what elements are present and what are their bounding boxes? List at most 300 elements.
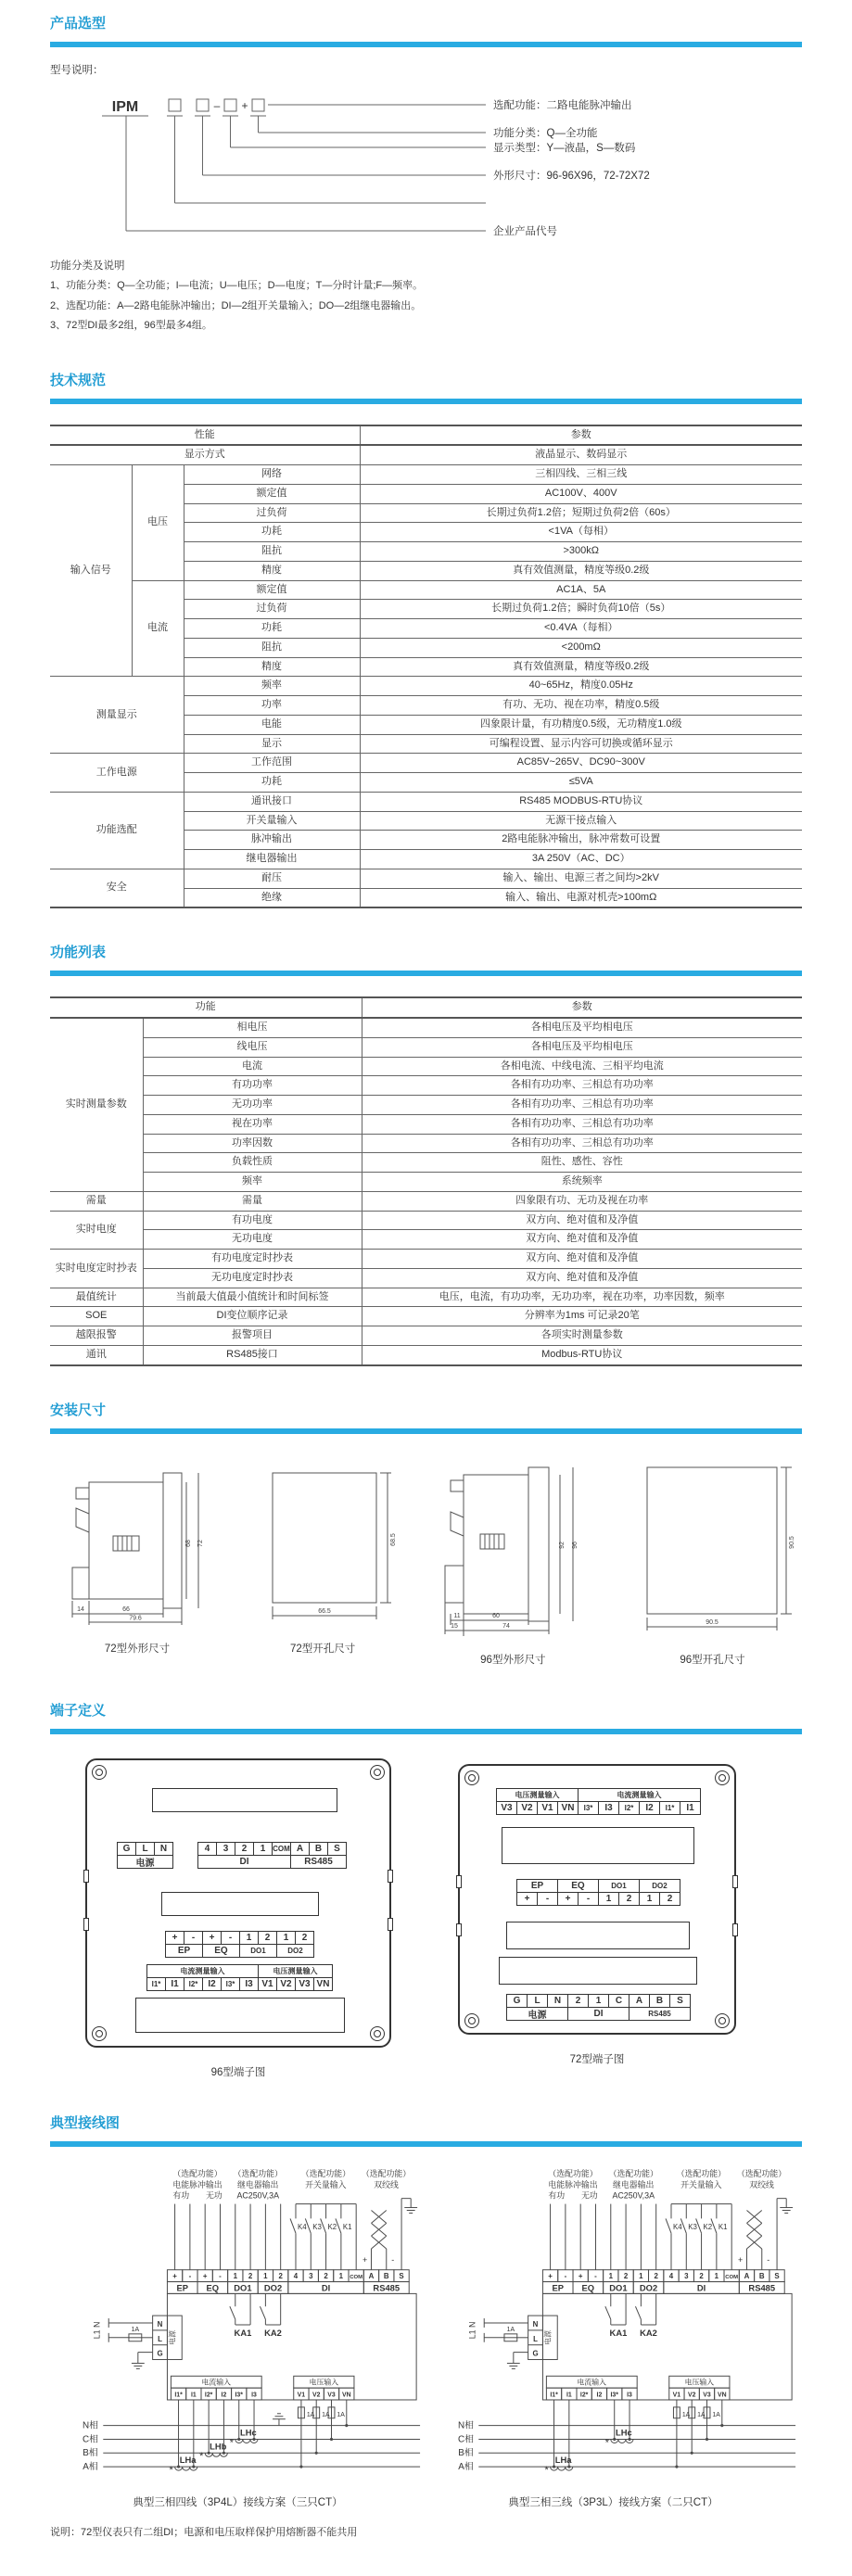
screw-icon bbox=[370, 1765, 385, 1780]
spec-cell: 网络 bbox=[184, 465, 360, 485]
wiring-label: I2* bbox=[204, 2392, 213, 2399]
func-cell: 有功电度 bbox=[143, 1211, 362, 1230]
header-cell: 参数 bbox=[362, 998, 802, 1018]
spec-cell: 阻抗 bbox=[184, 638, 360, 657]
wiring-label: V3 bbox=[327, 2392, 336, 2399]
mount-clip-icon bbox=[456, 1923, 462, 1936]
func-cell: 各相有功功率、三相总有功功率 bbox=[362, 1134, 802, 1153]
spec-cell: 功耗 bbox=[184, 773, 360, 793]
wiring-label: 1A bbox=[681, 2411, 691, 2418]
wiring-label: I1 bbox=[190, 2392, 197, 2399]
terminal-cell: V2 bbox=[516, 1801, 538, 1815]
dim-label: 68.5 bbox=[389, 1532, 397, 1546]
terminal-cell: + bbox=[557, 1892, 579, 1906]
terminal-group-label: EQ bbox=[202, 1944, 240, 1958]
terminal-cell: 4 bbox=[197, 1842, 217, 1856]
func-cell: 无功电度 bbox=[143, 1230, 362, 1250]
wiring-label: V1 bbox=[672, 2392, 681, 2399]
terminal-cell: + bbox=[516, 1892, 538, 1906]
table-header-row bbox=[50, 426, 802, 446]
spec-table-wrap bbox=[50, 425, 802, 909]
table-header-row bbox=[50, 998, 802, 1018]
wiring-label: K2 bbox=[327, 2222, 337, 2231]
terminal-window bbox=[502, 1827, 694, 1864]
terminal-group-label: DI bbox=[567, 2007, 629, 2021]
wiring-label: B bbox=[383, 2271, 389, 2280]
table-row bbox=[50, 1173, 802, 1192]
table-row bbox=[50, 1230, 802, 1250]
wiring-label: 4 bbox=[293, 2271, 299, 2280]
func-cell: 负载性质 bbox=[143, 1153, 362, 1173]
section-title: 安装尺寸 bbox=[50, 1402, 107, 1418]
wiring-svg bbox=[50, 2160, 426, 2486]
dim-figure-72-cutout bbox=[247, 1460, 400, 1667]
table-row bbox=[50, 445, 802, 464]
wiring-label: 2 bbox=[699, 2271, 704, 2280]
wiring-label: 2 bbox=[278, 2271, 283, 2280]
wiring-label: N相 bbox=[457, 2420, 474, 2431]
wiring-label: V3 bbox=[703, 2392, 711, 2399]
terminal-figure-96 bbox=[85, 1758, 391, 2079]
wiring-label: 1 bbox=[338, 2271, 344, 2280]
wiring-label: A相 bbox=[83, 2461, 98, 2472]
terminal-cell: V2 bbox=[276, 1977, 296, 1991]
spec-cell: 精度 bbox=[184, 561, 360, 580]
power-di-rs-cells bbox=[506, 1994, 691, 2008]
wiring-label: 有功 bbox=[548, 2190, 566, 2201]
wiring-label: K2 bbox=[703, 2222, 713, 2231]
rs485-terminal-cells bbox=[290, 1842, 347, 1856]
spec-cell: >300kΩ bbox=[360, 542, 802, 562]
table-row bbox=[50, 1037, 802, 1057]
power-di-rs-labels bbox=[506, 2007, 691, 2021]
func-cell: 电流 bbox=[143, 1057, 362, 1076]
spec-cell: 四象限计量，有功精度0.5级，无功精度1.0级 bbox=[360, 715, 802, 734]
spec-cell: <200mΩ bbox=[360, 638, 802, 657]
wiring-label: 开关量输入 bbox=[305, 2179, 347, 2189]
terminal-cell: G bbox=[117, 1842, 136, 1856]
wiring-note: 说明：72型仪表只有二组DI；电源和电压取样保护用熔断器不能共用 bbox=[50, 2526, 358, 2538]
screw-icon bbox=[370, 2026, 385, 2041]
dim-label: 79.6 bbox=[129, 1615, 142, 1622]
wiring-label: 4 bbox=[668, 2271, 674, 2280]
wiring-label: COM bbox=[350, 2274, 363, 2280]
table-row bbox=[50, 1326, 802, 1346]
terminal-cell: I3* bbox=[578, 1801, 599, 1815]
wiring-label: AC250V,3A bbox=[236, 2190, 280, 2201]
terminal-cell: S bbox=[669, 1994, 691, 2008]
terminal-cell: I1 bbox=[165, 1977, 184, 1991]
dim-label: 15 bbox=[451, 1622, 459, 1630]
wiring-label: 1 bbox=[263, 2271, 268, 2280]
terminal-cell: I3* bbox=[221, 1977, 240, 1991]
func-cell: 频率 bbox=[143, 1173, 362, 1192]
wiring-label: A相 bbox=[458, 2461, 474, 2472]
wiring-label: I3 bbox=[627, 2392, 632, 2399]
wiring-label: G bbox=[532, 2349, 539, 2358]
dim-caption: 72型开孔尺寸 bbox=[290, 1643, 356, 1655]
wiring-label: KA1 bbox=[609, 2328, 628, 2338]
wiring-label: 2 bbox=[654, 2271, 658, 2280]
wiring-label: + bbox=[737, 2254, 744, 2265]
terminal-cell: A bbox=[290, 1842, 310, 1856]
section-divider-bar bbox=[50, 971, 802, 976]
spec-cell: 开关量输入 bbox=[184, 811, 360, 831]
table-row bbox=[50, 1114, 802, 1134]
wiring-label: I3* bbox=[235, 2392, 243, 2399]
wiring-label: I1 bbox=[566, 2392, 572, 2399]
wiring-label: 1A bbox=[131, 2326, 140, 2333]
func-cell: 分辨率为1ms 可记录20笔 bbox=[362, 1307, 802, 1326]
model-callout: 企业产品代号 bbox=[493, 226, 557, 237]
section-product-selection bbox=[50, 13, 802, 336]
wiring-label: （选配功能） bbox=[736, 2168, 787, 2178]
wiring-label: （选配功能） bbox=[548, 2168, 598, 2178]
wiring-label: - bbox=[767, 2254, 770, 2265]
terminal-cell: 1 bbox=[639, 1892, 660, 1906]
terminal-window bbox=[135, 1998, 345, 2033]
wiring-label: 1 bbox=[608, 2271, 613, 2280]
func-group-cell: 通讯 bbox=[50, 1345, 143, 1364]
spec-cell: RS485 MODBUS-RTU协议 bbox=[360, 792, 802, 811]
spec-cell: 绝缘 bbox=[184, 888, 360, 907]
measure-terminal-cells bbox=[146, 1977, 333, 1991]
terminal-cell: L bbox=[135, 1842, 155, 1856]
func-group-cell: 需量 bbox=[50, 1191, 143, 1211]
mount-clip-icon bbox=[388, 1870, 393, 1883]
wiring-label: A bbox=[368, 2271, 375, 2280]
terminal-group-label: DO2 bbox=[276, 1944, 314, 1958]
terminal-group-label: 电流测量输入 bbox=[146, 1964, 259, 1978]
terminal-cell: 2 bbox=[235, 1842, 254, 1856]
spec-cell: 液晶显示、数码显示 bbox=[360, 445, 802, 464]
model-code-diagram bbox=[50, 88, 764, 246]
measure-terminal-strip bbox=[146, 1964, 333, 1991]
wiring-label: C相 bbox=[457, 2434, 474, 2445]
func-cell: 线电压 bbox=[143, 1037, 362, 1057]
spec-cell: 40~65Hz，精度0.05Hz bbox=[360, 677, 802, 696]
terminal-cell: I1* bbox=[659, 1801, 680, 1815]
dim-label: 60 bbox=[492, 1612, 501, 1619]
wiring-label: 1A bbox=[322, 2411, 330, 2418]
section-title: 技术规范 bbox=[50, 372, 107, 388]
wiring-label: K1 bbox=[718, 2222, 728, 2231]
pulse-strip-labels bbox=[165, 1944, 314, 1958]
spec-cell: 功率 bbox=[184, 696, 360, 716]
mount-clip-icon bbox=[456, 1875, 462, 1888]
func-cell: 当前最大值最小值统计和时间标签 bbox=[143, 1288, 362, 1307]
wiring-svg-3p3l bbox=[426, 2160, 801, 2491]
terminal-cell: COM bbox=[272, 1842, 291, 1856]
section-typical-wiring bbox=[50, 2113, 802, 2539]
spec-cell: 长期过负荷1.2倍；瞬时负荷10倍（5s） bbox=[360, 600, 802, 619]
terminal-window bbox=[506, 1922, 690, 1949]
func-cell: 有功电度定时抄表 bbox=[143, 1250, 362, 1269]
terminal-group-label: EP bbox=[165, 1944, 203, 1958]
terminal-cell: - bbox=[221, 1931, 240, 1945]
wiring-label: LHc bbox=[616, 2428, 632, 2438]
wiring-label: 电能脉冲输出 bbox=[548, 2179, 598, 2189]
wiring-label: K3 bbox=[688, 2222, 697, 2231]
selection-note-line: 1、功能分类：Q—全功能；I—电流；U—电压；D—电度；T—分时计量;F—频率。 bbox=[50, 280, 424, 292]
selection-note-line: 2、选配功能：A—2路电能脉冲输出；DI—2组开关量输入；DO—2组继电器输出。 bbox=[50, 299, 422, 311]
wiring-label: + bbox=[362, 2254, 368, 2265]
terminal-cell: N bbox=[547, 1994, 568, 2008]
wiring-label: S bbox=[774, 2271, 780, 2280]
spec-cell: AC1A、5A bbox=[360, 580, 802, 600]
spec-cell: <1VA（每相） bbox=[360, 523, 802, 542]
wiring-svg-3p4l bbox=[50, 2160, 426, 2491]
wiring-label: 3 bbox=[684, 2271, 689, 2280]
section-terminal-definition bbox=[50, 1700, 802, 2079]
pulse-terminal-strip bbox=[516, 1879, 680, 1906]
wiring-label: 继电器输出 bbox=[237, 2179, 279, 2189]
terminal-cell: I3 bbox=[598, 1801, 619, 1815]
func-cell: 各相电压及平均相电压 bbox=[362, 1037, 802, 1057]
terminal-group-label: EP bbox=[516, 1879, 558, 1893]
section-title: 功能列表 bbox=[50, 945, 107, 961]
spec-cell: 通讯接口 bbox=[184, 792, 360, 811]
table-row bbox=[50, 465, 802, 485]
wiring-caption-3p4l: 典型三相四线（3P4L）接线方案（三只CT） bbox=[133, 2496, 343, 2508]
terminal-cell: 2 bbox=[295, 1931, 314, 1945]
wiring-label: + bbox=[172, 2271, 177, 2280]
terminal-cell: V3 bbox=[496, 1801, 517, 1815]
func-cell: 相电压 bbox=[143, 1018, 362, 1037]
func-cell: 无功电度定时抄表 bbox=[143, 1268, 362, 1288]
func-cell: 电压，电流，有功功率，无功功率，视在功率，功率因数，频率 bbox=[362, 1288, 802, 1307]
spec-cell: 可编程设置、显示内容可切换或循环显示 bbox=[360, 734, 802, 754]
dim-drawing-72-outline-icon bbox=[54, 1460, 221, 1625]
wiring-label: * bbox=[169, 2464, 173, 2476]
wiring-label: L bbox=[158, 2334, 162, 2343]
section-divider-bar bbox=[50, 42, 802, 47]
wiring-label: - bbox=[594, 2271, 597, 2280]
spec-cell: 额定值 bbox=[184, 580, 360, 600]
selection-notes bbox=[50, 256, 802, 336]
dim-figure-96-cutout bbox=[627, 1460, 798, 1667]
wiring-label: 继电器输出 bbox=[613, 2179, 655, 2189]
terminal-cell: 2 bbox=[618, 1892, 640, 1906]
wiring-label: - bbox=[188, 2271, 192, 2280]
terminal-cell: I1* bbox=[146, 1977, 166, 1991]
wiring-label: 电压输入 bbox=[309, 2378, 339, 2387]
section-title: 产品选型 bbox=[50, 16, 107, 32]
dim-figure-72-outline bbox=[54, 1460, 221, 1667]
terminal-cell: 1 bbox=[598, 1892, 619, 1906]
wiring-label: RS485 bbox=[373, 2283, 401, 2293]
wiring-label: EP bbox=[176, 2283, 188, 2293]
wiring-label: - bbox=[391, 2254, 395, 2265]
pulse-terminal-cells bbox=[516, 1892, 680, 1906]
spec-group-cell: 输入信号 bbox=[50, 465, 132, 677]
spec-group-cell: 电流 bbox=[132, 580, 184, 677]
wiring-label: I2 bbox=[221, 2392, 227, 2399]
spec-group-cell: 功能选配 bbox=[50, 792, 184, 869]
mount-clip-icon bbox=[732, 1923, 738, 1936]
pulse-terminal-strip bbox=[165, 1931, 314, 1958]
spec-cell: 继电器输出 bbox=[184, 850, 360, 869]
measure-strip-headers bbox=[496, 1788, 701, 1802]
wiring-label: 1 bbox=[233, 2271, 237, 2280]
model-callout: 选配功能：二路电能脉冲输出 bbox=[493, 100, 632, 111]
wiring-label: EQ bbox=[206, 2283, 220, 2293]
dim-caption: 96型外形尺寸 bbox=[480, 1654, 546, 1666]
wiring-label: I2* bbox=[579, 2392, 589, 2399]
wiring-label: 电能脉冲输出 bbox=[172, 2179, 223, 2189]
wiring-label: LHb bbox=[210, 2442, 227, 2452]
spec-cell: 输入、输出、电源三者之间均>2kV bbox=[360, 869, 802, 888]
terminal-panels bbox=[50, 1758, 802, 2079]
wiring-label: I3* bbox=[610, 2392, 618, 2399]
wiring-label: LHa bbox=[554, 2455, 572, 2465]
measure-strip-headers bbox=[146, 1964, 333, 1978]
terminal-cell: I3 bbox=[239, 1977, 259, 1991]
header-cell: 参数 bbox=[360, 426, 802, 446]
section-divider-bar bbox=[50, 1729, 802, 1734]
func-cell: 视在功率 bbox=[143, 1114, 362, 1134]
spec-cell: 有功、无功、视在功率，精度0.5级 bbox=[360, 696, 802, 716]
terminal-cell: 1 bbox=[253, 1842, 273, 1856]
func-cell: 各相电流、中线电流、三相平均电流 bbox=[362, 1057, 802, 1076]
spec-group-cell: 工作电源 bbox=[50, 754, 184, 793]
wiring-label: EP bbox=[552, 2283, 564, 2293]
model-code: IPM bbox=[111, 99, 139, 115]
mount-clip-icon bbox=[732, 1875, 738, 1888]
dim-drawing-72-cutout-icon bbox=[247, 1460, 400, 1625]
spec-cell: 脉冲输出 bbox=[184, 831, 360, 850]
wiring-label: DI bbox=[321, 2283, 331, 2293]
func-cell: 阻性、感性、容性 bbox=[362, 1153, 802, 1173]
terminal-group-label: EQ bbox=[557, 1879, 599, 1893]
terminal-cell: 1 bbox=[239, 1931, 259, 1945]
power-strip-label: 电源 bbox=[117, 1855, 173, 1869]
wiring-diagram-3p3l bbox=[426, 2160, 801, 2509]
terminal-cell: V1 bbox=[537, 1801, 558, 1815]
terminal-cell: 1 bbox=[588, 1994, 609, 2008]
wiring-label: 1 bbox=[639, 2271, 643, 2280]
terminal-cell: I2* bbox=[618, 1801, 640, 1815]
power-terminal-cells bbox=[117, 1842, 173, 1856]
wiring-label: B bbox=[758, 2271, 765, 2280]
spec-cell: 三相四线、三相三线 bbox=[360, 465, 802, 485]
wiring-label: （选配功能） bbox=[233, 2168, 283, 2178]
selection-notes-title: 功能分类及说明 bbox=[50, 260, 125, 272]
wiring-label: （选配功能） bbox=[172, 2168, 223, 2178]
wiring-label: I2 bbox=[596, 2392, 603, 2399]
dim-caption: 96型开孔尺寸 bbox=[680, 1654, 745, 1666]
wiring-caption-3p3l: 典型三相三线（3P3L）接线方案（二只CT） bbox=[508, 2496, 718, 2508]
table-row bbox=[50, 754, 802, 773]
screw-icon bbox=[92, 2026, 107, 2041]
func-cell: 各相有功功率、三相总有功功率 bbox=[362, 1096, 802, 1115]
terminal-cell: N bbox=[154, 1842, 173, 1856]
wiring-diagrams bbox=[50, 2160, 802, 2509]
table-row bbox=[50, 677, 802, 696]
wiring-label: VN bbox=[717, 2392, 727, 2399]
wiring-label: （选配功能） bbox=[300, 2168, 350, 2178]
terminal-cell: + bbox=[202, 1931, 222, 1945]
wiring-svg bbox=[426, 2160, 801, 2486]
spec-cell: <0.4VA（每相） bbox=[360, 619, 802, 639]
spec-cell: 阻抗 bbox=[184, 542, 360, 562]
dim-label: 66 bbox=[122, 1605, 130, 1613]
wiring-label: AC250V,3A bbox=[612, 2190, 655, 2201]
func-cell: 双方向、绝对值和及净值 bbox=[362, 1211, 802, 1230]
terminal-cell: - bbox=[184, 1931, 203, 1945]
table-row bbox=[50, 1153, 802, 1173]
wiring-label: B相 bbox=[83, 2447, 98, 2458]
wiring-label: 开关量输入 bbox=[680, 2179, 722, 2189]
table-row bbox=[50, 792, 802, 811]
selection-note-line: 3、72型DI最多2组，96型最多4组。 bbox=[50, 320, 212, 332]
wiring-label: * bbox=[544, 2464, 549, 2476]
terminal-cell: G bbox=[506, 1994, 528, 2008]
func-cell: 各相有功功率、三相总有功功率 bbox=[362, 1076, 802, 1096]
wiring-label: DO1 bbox=[234, 2283, 252, 2293]
dim-label: 11 bbox=[453, 1612, 461, 1619]
top-terminal-strip bbox=[117, 1842, 347, 1869]
wiring-label: （选配功能） bbox=[676, 2168, 726, 2178]
wiring-label: - bbox=[219, 2271, 222, 2280]
func-group-cell: 实时电度定时抄表 bbox=[50, 1250, 143, 1288]
section-function-list bbox=[50, 942, 802, 1365]
wiring-label: C相 bbox=[82, 2434, 98, 2445]
dim-drawing-96-outline-icon bbox=[425, 1460, 601, 1636]
dim-label: 96 bbox=[572, 1541, 579, 1549]
terminal-cell: I2 bbox=[202, 1977, 222, 1991]
wiring-label: + bbox=[548, 2271, 553, 2280]
header-cell: 功能 bbox=[50, 998, 362, 1018]
terminal-cell: V1 bbox=[258, 1977, 277, 1991]
spec-cell: 工作范围 bbox=[184, 754, 360, 773]
terminal-cell: VN bbox=[557, 1801, 579, 1815]
wiring-label: N相 bbox=[82, 2420, 98, 2431]
table-row bbox=[50, 1345, 802, 1364]
table-row bbox=[50, 1191, 802, 1211]
wiring-label: I3 bbox=[251, 2392, 257, 2399]
spec-cell: 频率 bbox=[184, 677, 360, 696]
wiring-label: V2 bbox=[687, 2392, 696, 2399]
wiring-label: 2 bbox=[248, 2271, 253, 2280]
table-row bbox=[50, 1211, 802, 1230]
wiring-label: K4 bbox=[297, 2222, 307, 2231]
wiring-label: K3 bbox=[312, 2222, 322, 2231]
wiring-label: VN bbox=[341, 2392, 351, 2399]
spec-cell: 功耗 bbox=[184, 619, 360, 639]
terminal-cell: 2 bbox=[258, 1931, 277, 1945]
function-table-wrap bbox=[50, 996, 802, 1365]
terminal-panel-96 bbox=[85, 1758, 391, 2048]
wiring-label: K1 bbox=[342, 2222, 352, 2231]
terminal-cell: - bbox=[537, 1892, 558, 1906]
model-callout: 功能分类：Q—全功能 bbox=[493, 128, 598, 139]
spec-cell: 输入、输出、电源对机壳>100mΩ bbox=[360, 888, 802, 907]
wiring-label: A bbox=[744, 2271, 750, 2280]
measure-terminal-strip bbox=[496, 1788, 701, 1815]
section-title: 典型接线图 bbox=[50, 2114, 121, 2131]
wiring-label: 电流输入 bbox=[577, 2378, 607, 2387]
spec-cell: 无源干接点输入 bbox=[360, 811, 802, 831]
func-cell: 双方向、绝对值和及净值 bbox=[362, 1250, 802, 1269]
dim-label: 66.5 bbox=[317, 1607, 331, 1615]
di-strip-label: DI bbox=[197, 1855, 291, 1869]
spec-cell: 3A 250V（AC、DC） bbox=[360, 850, 802, 869]
table-row bbox=[50, 1134, 802, 1153]
wiring-label: LHa bbox=[179, 2455, 197, 2465]
wiring-label: 无功 bbox=[580, 2190, 598, 2201]
func-cell: Modbus-RTU协议 bbox=[362, 1345, 802, 1364]
